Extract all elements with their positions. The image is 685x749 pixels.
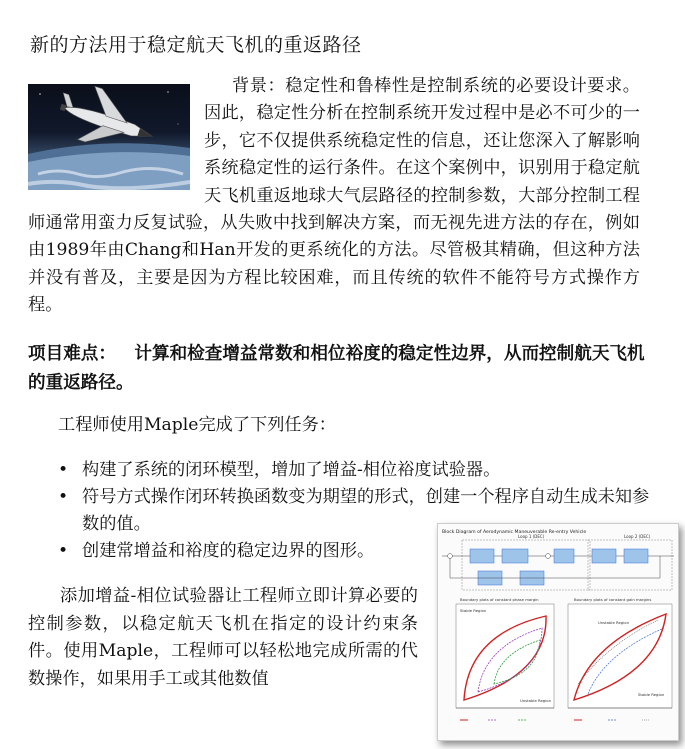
closing-paragraph (28, 583, 418, 693)
background-label: 背景： (232, 76, 286, 96)
challenge-label: 项目难点： (28, 344, 116, 364)
closing-text: 添加增益-相位试验器让工程师立即计算必要的控制参数，以稳定航天飞机在指定的设计约束条件。使用Maple，工程师可以轻松地完成所需的代数操作，如果用手工或其他数值 (28, 586, 418, 689)
figure-title: Block Diagram of Aerodynamic Maneuverable Re-entry Vehicle (442, 530, 587, 535)
bullet-icon: • (58, 487, 69, 507)
block-diagram-svg (438, 524, 678, 740)
project-challenge-heading (28, 340, 648, 398)
list-item: • 创建常增益和裕度的稳定边界的图形。 (50, 538, 650, 565)
tasks-intro: 工程师使用Maple完成了下列任务： (58, 415, 336, 435)
left-plot-title: Boundary plots of constant phase margin (460, 597, 539, 602)
list-item: • 构建了系统的闭环模型，增加了增益-相位裕度试验器。 (50, 457, 650, 484)
right-stable-label: Stable Region (638, 692, 665, 697)
challenge-text: 计算和检查增益常数和相位裕度的稳定性边界，从而控制航天飞机的重返路径。 (28, 344, 645, 393)
page-title: 新的方法用于稳定航天飞机的重返路径 (30, 34, 362, 56)
bullet-icon: • (58, 460, 69, 480)
list-item: • 符号方式操作闭环转换函数变为期望的形式，创建一个程序自动生成未知参数的值。 (50, 484, 650, 538)
block-diagram-figure (437, 523, 679, 741)
loop1-label: Loop 1 (DEC) (518, 534, 545, 539)
left-stable-label: Stable Region (460, 608, 487, 613)
background-paragraph (28, 73, 640, 320)
right-unstable-label: Unstable Region (598, 620, 629, 625)
right-plot-title: Boundary plots of constant gain margins (574, 597, 652, 602)
left-unstable-label: Unstable Region (520, 698, 551, 703)
background-text: 稳定性和鲁棒性是控制系统的必要设计要求。因此，稳定性分析在控制系统开发过程中是必不可少的一步，它不仅提供系统稳定性的信息，还让您深入了解影响系统稳定性的运行条件。在这个案例中，识别用于稳定航天飞机重返地球大气层路径的控制参数，大部分控制工程师通常用蛮力反复试验，从失败中找到解决方案，而无视先进方法的存在，例如由1989年由Chang和Han开发的更系统化的方法。尽管极其精确，但这种方法并没有普及，主要是因为方程比较困难，而且传统的软件不能符号方式操作方程。 (28, 76, 640, 316)
bullet-icon: • (58, 541, 69, 561)
loop2-label: Loop 2 (DEC) (624, 534, 651, 539)
